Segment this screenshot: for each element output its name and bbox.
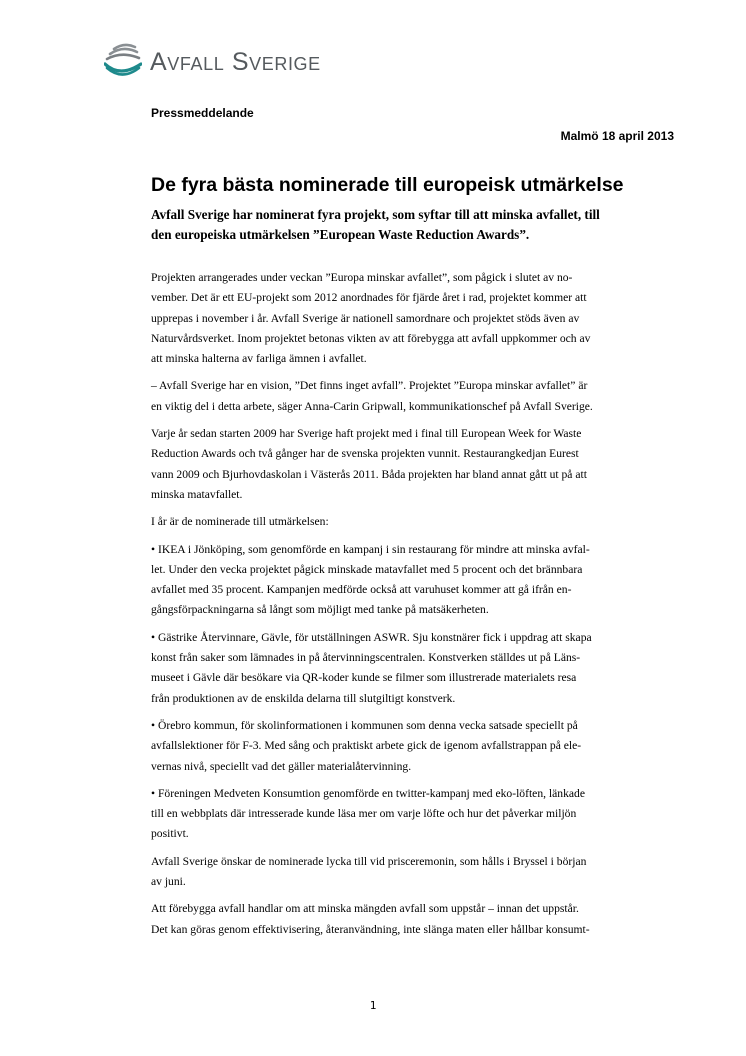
text-line: avfallet med 35 procent. Kampanjen medförde också att varuhuset kommer att gå ifrån en-	[151, 583, 572, 597]
text-line: positivt.	[151, 827, 189, 841]
text-line: • Örebro kommun, för skolinformationen i kommunen som denna vecka satsade speciellt på	[151, 718, 578, 732]
text-line: – Avfall Sverige har en vision, ”Det finns inget avfall”. Projektet ”Europa minskar avfallet” är	[151, 379, 588, 393]
text-line: • Föreningen Medveten Konsumtion genomförde en twitter-kampanj med eko-löften, länkade	[151, 786, 585, 800]
text-line: en viktig del i detta arbete, säger Anna-Carin Gripwall, kommunikationschef på Avfall Sverige.	[151, 399, 593, 413]
text-line: let. Under den vecka projektet pågick minskade matavfallet med 5 procent och det brännbara	[151, 562, 583, 576]
text-line: • IKEA i Jönköping, som genomförde en kampanj i sin restaurang för mindre att minska avfal-	[151, 542, 590, 556]
body-paragraph	[151, 512, 679, 532]
body-paragraph	[151, 424, 679, 505]
headline: De fyra bästa nominerade till europeisk utmärkelse	[151, 174, 624, 196]
document-date: Malmö 18 april 2013	[560, 129, 674, 143]
waves-icon	[104, 43, 142, 79]
logo-wordmark: Avfall Sverige	[150, 47, 321, 76]
body-paragraph	[151, 784, 679, 845]
text-line: Det kan göras genom effektivisering, återanvändning, inte slänga maten eller hållbar konsumt-	[151, 922, 590, 936]
body-paragraph	[151, 852, 679, 893]
text-line: konst från saker som lämnades in på återvinningscentralen. Konstverken ställdes ut på Läns-	[151, 651, 581, 665]
text-line: museet i Gävle där besökare via QR-koder kunde se filmer som illustrerade materialets resa	[151, 671, 577, 685]
text-line: Varje år sedan starten 2009 har Sverige haft projekt med i final till European Week for Waste	[151, 427, 582, 441]
text-line: att minska halterna av farliga ämnen i avfallet.	[151, 352, 367, 366]
text-line: av juni.	[151, 875, 186, 889]
text-line: vernas nivå, speciellt vad det gäller materialåtervinning.	[151, 759, 412, 773]
body-paragraph	[151, 716, 679, 777]
text-line: Projekten arrangerades under veckan ”Europa minskar avfallet”, som pågick i slutet av no-	[151, 271, 573, 284]
lead-line: den europeiska utmärkelsen ”European Waste Reduction Awards”.	[151, 227, 530, 242]
text-line: upprepas i november i år. Avfall Sverige är nationell samordnare och projektet stöds även av	[151, 311, 580, 325]
text-line: Att förebygga avfall handlar om att minska mängden avfall som uppstår – innan det uppstår.	[151, 902, 579, 916]
text-line: Avfall Sverige önskar de nominerade lycka till vid prisceremonin, som hålls i Bryssel i början	[151, 854, 587, 868]
lead-paragraph	[151, 205, 681, 245]
text-line: • Gästrike Återvinnare, Gävle, för utställningen ASWR. Sju konstnärer fick i uppdrag att skapa	[151, 630, 592, 644]
text-line: till en webbplats där intresserade kunde läsa mer om varje löfte och hur det påverkar miljön	[151, 807, 577, 821]
text-line: vember. Det är ett EU-projekt som 2012 anordnades för fjärde året i rad, projektet kommer att	[151, 291, 587, 305]
text-line: från produktionen av de enskilda delarna till slutgiltigt konstverk.	[151, 691, 456, 705]
document-type: Pressmeddelande	[151, 106, 254, 120]
text-line: Naturvårdsverket. Inom projektet betonas vikten av att förebygga att avfall uppkommer och av	[151, 331, 591, 345]
text-line: Reduction Awards och två gånger har de svenska projekten vunnit. Restaurangkedjan Eurest	[151, 447, 579, 461]
text-line: minska matavfallet.	[151, 487, 243, 501]
body-paragraph	[151, 376, 679, 417]
body-paragraph	[151, 899, 679, 940]
text-line: avfallslektioner för F-3. Med sång och praktiskt arbete gick de igenom avfallstrappan på ele-	[151, 739, 582, 753]
body-paragraph	[151, 628, 679, 709]
text-line: vann 2009 och Bjurhovdaskolan i Västerås 2011. Båda projekten har bland annat gått ut på att	[151, 467, 587, 481]
body-paragraph	[151, 268, 679, 369]
company-logo	[104, 41, 321, 81]
text-line: gångsförpackningarna så långt som möjligt med tanke på matsäkerheten.	[151, 603, 489, 617]
lead-line: Avfall Sverige har nominerat fyra projekt, som syftar till att minska avfallet, till	[151, 207, 600, 222]
body-paragraph	[151, 540, 679, 621]
text-line: I år är de nominerade till utmärkelsen:	[151, 515, 329, 529]
body-text	[151, 268, 679, 947]
page-number: 1	[369, 999, 377, 1012]
